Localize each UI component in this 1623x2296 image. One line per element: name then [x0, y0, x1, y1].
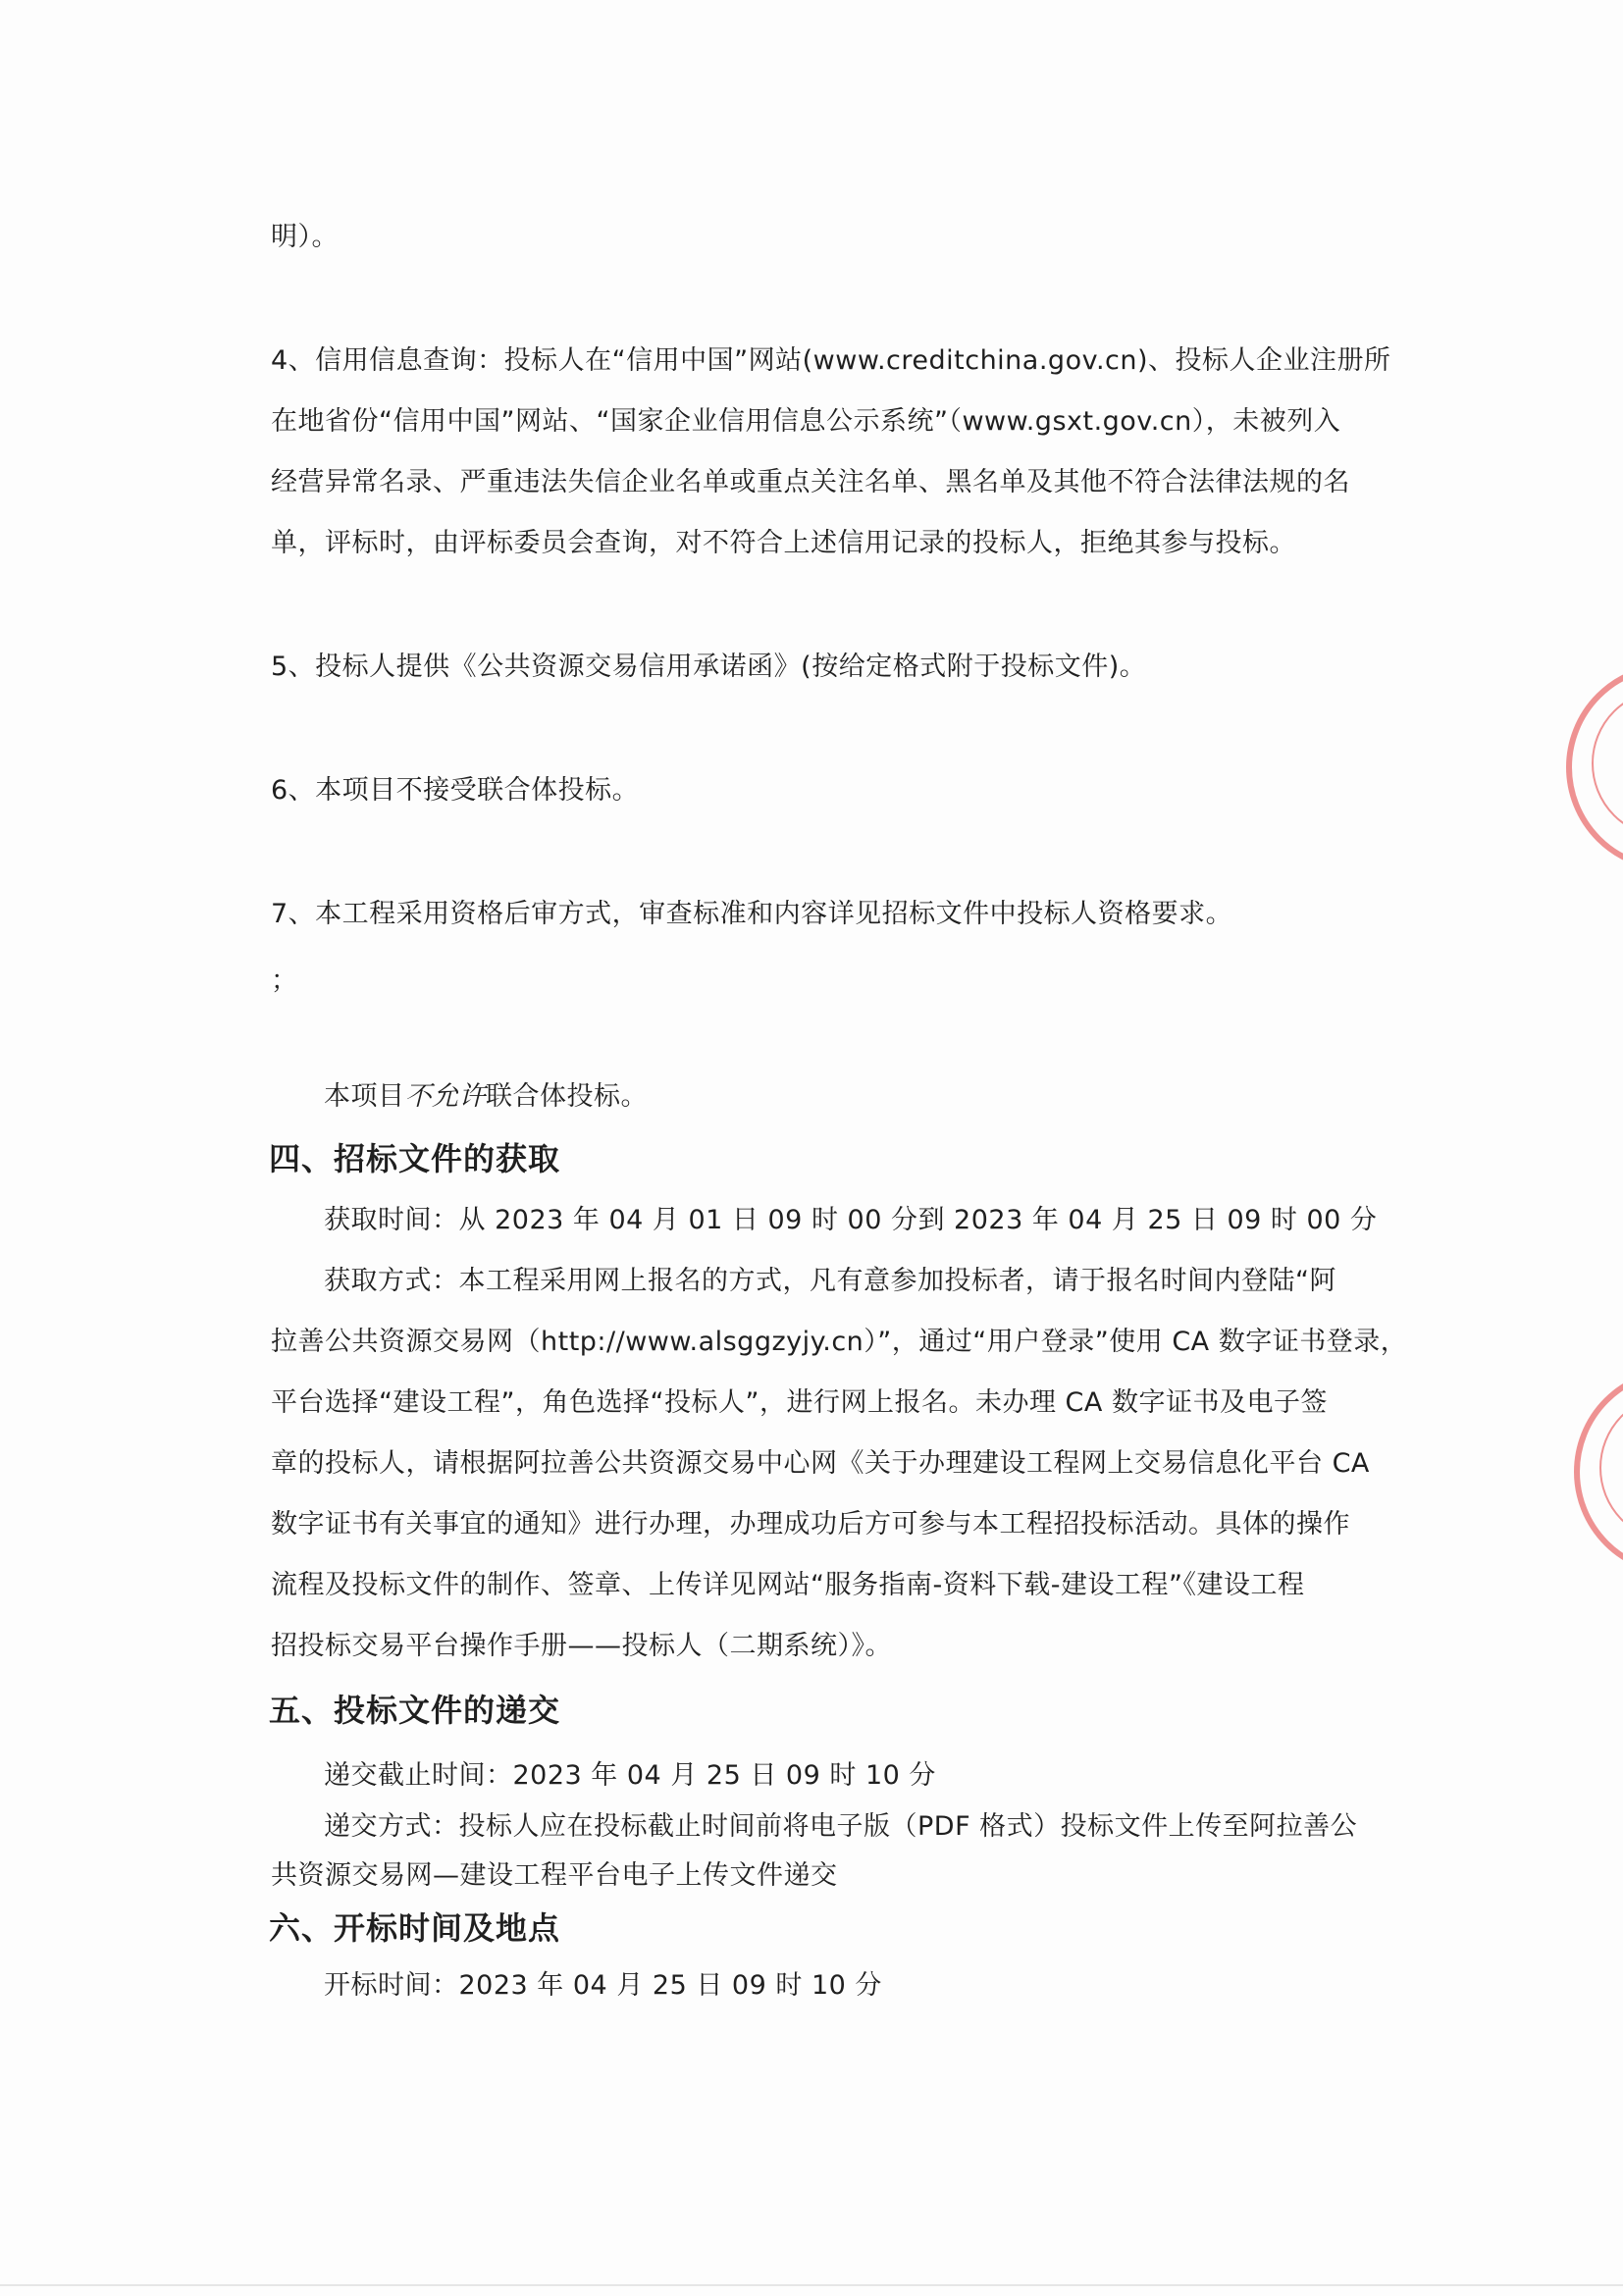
text-span-italic: 不允许: [404, 1081, 486, 1112]
text-line: 流程及投标文件的制作、签章、上传详见网站“服务指南-资料下载-建设工程”《建设工程: [271, 1570, 1305, 1600]
text-span: 联合体投标。: [486, 1081, 648, 1112]
text-line: 单，评标时，由评标委员会查询，对不符合上述信用记录的投标人，拒绝其参与投标。: [271, 528, 1296, 558]
text-line: 共资源交易网—建设工程平台电子上传文件递交: [271, 1860, 838, 1891]
text-line: 明）。: [271, 222, 339, 252]
section-heading: 六、开标时间及地点: [269, 1909, 561, 1947]
text-line: 递交截止时间：2023 年 04 月 25 日 09 时 10 分: [324, 1760, 936, 1791]
text-line: 5、投标人提供《公共资源交易信用承诺函》(按给定格式附于投标文件)。: [271, 652, 1147, 682]
text-line: [324, 1081, 648, 1113]
text-line: 6、本项目不接受联合体投标。: [271, 775, 640, 806]
section-heading: 四、招标文件的获取: [269, 1140, 561, 1177]
text-line: ；: [271, 965, 298, 996]
text-line: 拉善公共资源交易网（http://www.alsggzyjy.cn）”，通过“用户登录”使用 CA 数字证书登录，: [271, 1327, 1408, 1357]
seal-stamp: [1574, 1368, 1623, 1576]
text-line: 在地省份“信用中国”网站、“国家企业信用信息公示系统”（www.gsxt.gov.cn），未被列入: [271, 406, 1341, 437]
text-line: 递交方式：投标人应在投标截止时间前将电子版（PDF 格式）投标文件上传至阿拉善公: [324, 1811, 1358, 1842]
text-line: 平台选择“建设工程”，角色选择“投标人”，进行网上报名。未办理 CA 数字证书及电子签: [271, 1387, 1328, 1418]
text-line: 章的投标人，请根据阿拉善公共资源交易中心网《关于办理建设工程网上交易信息化平台 CA: [271, 1448, 1370, 1479]
seal-stamp: [1566, 663, 1623, 871]
text-line: 开标时间：2023 年 04 月 25 日 09 时 10 分: [324, 1970, 882, 2001]
page-bottom-edge: [0, 2284, 1623, 2286]
text-span: 本项目: [324, 1081, 405, 1112]
text-line: 数字证书有关事宜的通知》进行办理，办理成功后方可参与本工程招投标活动。具体的操作: [271, 1509, 1350, 1539]
text-line: 经营异常名录、严重违法失信企业名单或重点关注名单、黑名单及其他不符合法律法规的名: [271, 467, 1350, 497]
text-line: 招投标交易平台操作手册——投标人（二期系统）》。: [271, 1631, 892, 1661]
seal-ring: [1592, 689, 1623, 838]
text-line: 获取方式：本工程采用网上报名的方式，凡有意参加投标者，请于报名时间内登陆“阿: [324, 1266, 1336, 1296]
text-line: 获取时间：从 2023 年 04 月 01 日 09 时 00 分到 2023 年 04 月 25 日 09 时 00 分: [324, 1205, 1378, 1235]
section-heading: 五、投标文件的递交: [269, 1692, 561, 1729]
text-line: 4、信用信息查询：投标人在“信用中国”网站(www.creditchina.gov.cn)、投标人企业注册所: [271, 345, 1391, 376]
seal-ring: [1599, 1393, 1623, 1542]
text-line: 7、本工程采用资格后审方式，审查标准和内容详见招标文件中投标人资格要求。: [271, 899, 1233, 929]
